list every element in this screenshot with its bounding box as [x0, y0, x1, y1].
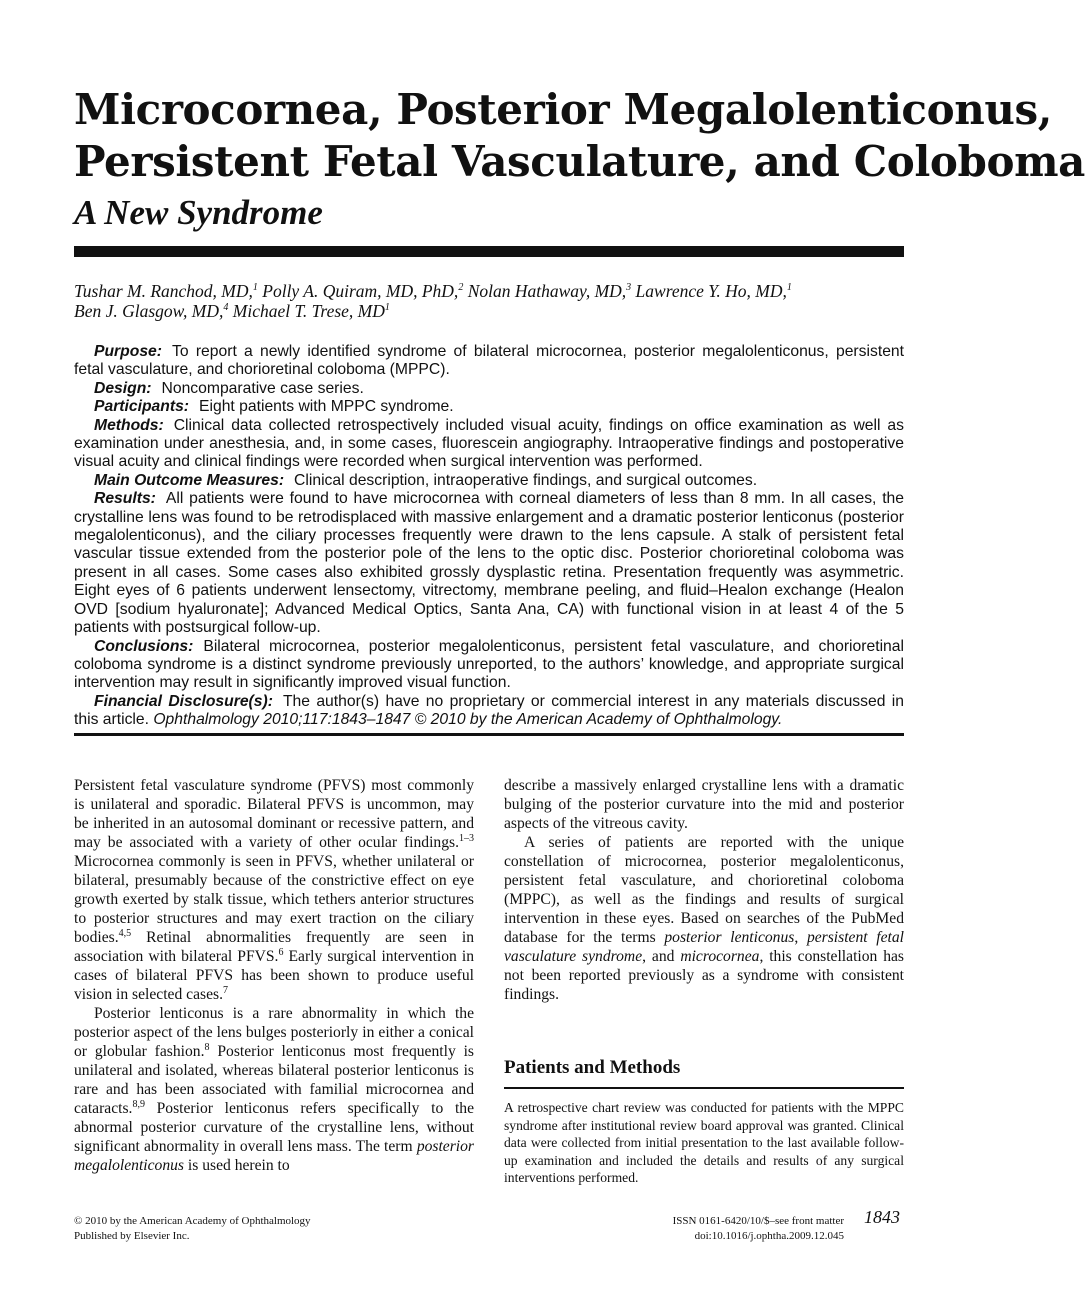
section-heading: Patients and Methods — [504, 1057, 681, 1078]
abstract-results: Results: All patients were found to have microcornea with corneal diameters of less than 8 mm. In all cases, the crystalline lens was found to be retrodisplaced with massive enlargement and a dramatic posterior lenticonus (posterior megalolenticonus), and the ciliary processes frequently were drawn to the lens capsule. A stalk of persistent fetal vascular tissue extended from the posterior pole of the lens to the optic disc. Posterior chorioretinal coloboma was present in all cases. Some cases also exhibited grossly dysplastic retina. Presentation frequently was asymmetric. Eight eyes of 6 patients underwent lensectomy, vitrectomy, membrane peeling, and fluid–Healon exchange (Healon OVD [sodium hyaluronate]; Advanced Medical Optics, Santa Ana, CA) with functional vision in at least 4 of the 5 patients with postsurgical follow-up. — [74, 490, 904, 637]
body-paragraph: A retrospective chart review was conducted for patients with the MPPC syndrome after institutional review board approval was granted. Clinical data were collected from initial presentation to the last available follow-up examination and included the details and results of any surgical interventions performed. — [504, 1100, 904, 1185]
body-paragraph: Posterior lenticonus is a rare abnormality in which the posterior aspect of the lens bulges posteriorly in either a conical or globular fashion.$^8$ Posterior lenticonus most frequently is unilateral and isolated, whereas bilateral posterior lenticonus is rare and has been associated with familial microcornea and cataracts.$^{8,9}$ Posterior lenticonus refers specifically to the abnormal posterior curvature of the crystalline lens, without significant abnormality in overall lens mass. The term posterior megalolenticonus is used herein to — [74, 1005, 474, 1174]
footer-left — [74, 1214, 311, 1244]
section-body — [504, 1099, 904, 1187]
copyright: © 2010 by the American Academy of Ophthalmology — [74, 1215, 311, 1227]
abstract-disclosure: Financial Disclosure(s): The author(s) have no proprietary or commercial interest in any materials discussed in this article. Ophthalmology 2010;117:1843–1847 © 2010 by the American Academy of Ophthalmology. — [74, 692, 904, 729]
article-subtitle: A New Syndrome — [74, 193, 323, 232]
title-line-1: Microcornea, Posterior Megalolenticonus, — [74, 85, 1052, 134]
body-paragraph: A series of patients are reported with the unique constellation of microcornea, posterior megalolenticonus, persistent fetal vasculature, and chorioretinal coloboma (MPPC), as well as the findings and results of surgical intervention in these eyes. Based on searches of the PubMed database for the terms posterior lenticonus, persistent fetal vasculature syndrome, and microcornea, this constellation has not been reported previously as a syndrome with consistent findings. — [504, 834, 905, 1003]
doi: doi:10.1016/j.ophtha.2009.12.045 — [694, 1230, 844, 1242]
page-number: 1843 — [864, 1207, 900, 1227]
body-paragraph: Persistent fetal vasculature syndrome (PFVS) most commonly is unilateral and sporadic. Bilateral PFVS is uncommon, may be inherited in an autosomal dominant or recessive pattern, and may be associated with a variety of other ocular findings.$^{1-3}$ Microcornea commonly is seen in PFVS, whether unilateral or bilateral, presumably because of the constrictive effect on eye growth exerted by stalk tissue, which tethers anterior structures to posterior structures and may exert traction on the ciliary bodies.$^{4,5}$ Retinal abnormalities frequently are seen in association with bilateral PFVS.$^6$ Early surgical intervention in cases of bilateral PFVS has been shown to produce useful vision in selected cases.$^7$ — [74, 777, 475, 1003]
footer-right — [600, 1214, 844, 1244]
abstract-rule — [74, 733, 904, 736]
publisher: Published by Elsevier Inc. — [74, 1230, 190, 1242]
abstract-outcome: Main Outcome Measures: Clinical description, intraoperative findings, and surgical outcomes. — [94, 471, 758, 489]
article-title — [74, 84, 1085, 188]
body-right-column — [504, 776, 904, 1004]
author-line-2: Ben J. Glasgow, MD,$^4$ Michael T. Trese, $MD^1$ — [74, 301, 390, 321]
issn: ISSN 0161-6420/10/$–see front matter — [672, 1215, 844, 1227]
abstract — [74, 343, 904, 730]
title-line-2: Persistent Fetal Vasculature, and Coloboma — [74, 137, 1085, 186]
abstract-conclusions: Conclusions: Bilateral microcornea, posterior megalolenticonus, persistent fetal vasculature, and chorioretinal coloboma syndrome is a distinct syndrome previously unreported, to the authors’ knowledge, and appropriate surgical intervention may result in significantly improved visual function. — [74, 637, 904, 692]
author-line-1: Tushar M. Ranchod, MD,$^1$ Polly A. Quiram, MD, PhD,$^2$ Nolan Hathaway, MD,$^3$ Lawrence Y. Ho, MD,$^1$ — [74, 281, 792, 301]
abstract-design: Design: Noncomparative case series. — [94, 379, 364, 397]
abstract-purpose: Purpose: To report a newly identified syndrome of bilateral microcornea, posterior megalolenticonus, persistent fetal vasculature, and chorioretinal coloboma (MPPC). — [74, 343, 904, 379]
title-rule — [74, 246, 904, 257]
abstract-participants: Participants: Eight patients with MPPC syndrome. — [94, 398, 454, 416]
body-left-column — [74, 776, 474, 1175]
abstract-methods: Methods: Clinical data collected retrospectively included visual acuity, findings on office examination as well as examination under anesthesia, and, in some cases, fluorescein angiography. Intraoperative findings and postoperative visual acuity and clinical findings were recorded when surgical intervention was performed. — [74, 416, 904, 471]
author-list — [74, 281, 914, 321]
section-rule — [504, 1087, 904, 1089]
body-paragraph: describe a massively enlarged crystalline lens with a dramatic bulging of the posterior curvature into the mid and posterior aspects of the vitreous cavity. — [504, 777, 904, 832]
citation: Ophthalmology 2010;117:1843–1847 © 2010 by the American Academy of Ophthalmology. — [153, 711, 783, 729]
